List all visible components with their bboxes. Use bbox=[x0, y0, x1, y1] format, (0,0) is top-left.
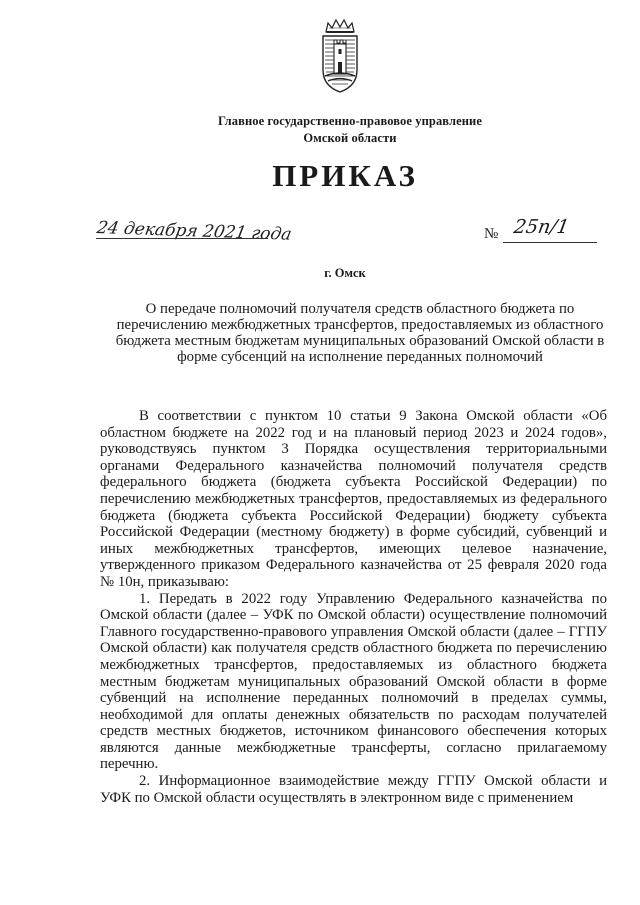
number-underline bbox=[503, 242, 597, 243]
document-title: ПРИКАЗ bbox=[272, 158, 418, 193]
preamble-paragraph: В соответствии с пунктом 10 статьи 9 Закона Омской области «Об областном бюджете на 2022 год и на плановый период 2023 и 2024 годов», руководствуясь пунктом 3 Порядка осуществления территориальными органами Федерального казначейства полномочий получателя средств федерального бюджета (бюджета субъекта Российской Федерации) по перечислению межбюджетных трансфертов, предоставляемых из федерального бюджета (бюджета субъекта Российской Федерации) бюджету субъекта Российской Федерации (местному бюджету) в форме субсидий, субвенций и иных межбюджетных трансфертов, имеющих целевое назначение, утвержденного приказом Федерального казначейства от 25 февраля 2020 года № 10н, приказываю: bbox=[100, 408, 607, 590]
document-body bbox=[100, 408, 607, 806]
document-city: г. Омск bbox=[324, 266, 366, 280]
omsk-coat-of-arms-icon bbox=[319, 18, 361, 94]
organization-name: Главное государственно-правовое управление bbox=[217, 114, 483, 128]
document-subject: О передаче полномочий получателя средств областного бюджета по перечислению межбюджетных трансфертов, предоставляемых из областного бюджета местным бюджетам муниципальных образований Омской области в форме субсенций на исполнение переданных полномочий bbox=[115, 301, 605, 365]
order-item-1: 1. Передать в 2022 году Управлению Федерального казначейства по Омской области (далее – УФК по Омской области) осуществление полномочий Главного государственно-правового управления Омской области (далее – ГГПУ Омской области) как получателя средств областного бюджета по перечислению межбюджетных трансфертов, предоставляемых из областного бюджета местным бюджетам муниципальных образований Омской области в форме субвенций на исполнение переданных полномочий в пределах суммы, необходимой для оплаты денежных обязательств по расходам получателей средств местных бюджетов, источником финансового обеспечения которых являются данные межбюджетные трансферты, согласно прилагаемому перечню. bbox=[100, 590, 607, 773]
document-date: 24 декабря 2021 года bbox=[95, 218, 294, 245]
order-item-2: 2. Информационное взаимодействие между ГГПУ Омской области и УФК по Омской области осуществлять в электронном виде с применением bbox=[100, 773, 607, 806]
date-underline bbox=[96, 238, 268, 239]
organization-region: Омской области bbox=[303, 131, 397, 145]
document-number: 25п/1 bbox=[512, 216, 571, 238]
number-sign: № bbox=[484, 226, 499, 242]
